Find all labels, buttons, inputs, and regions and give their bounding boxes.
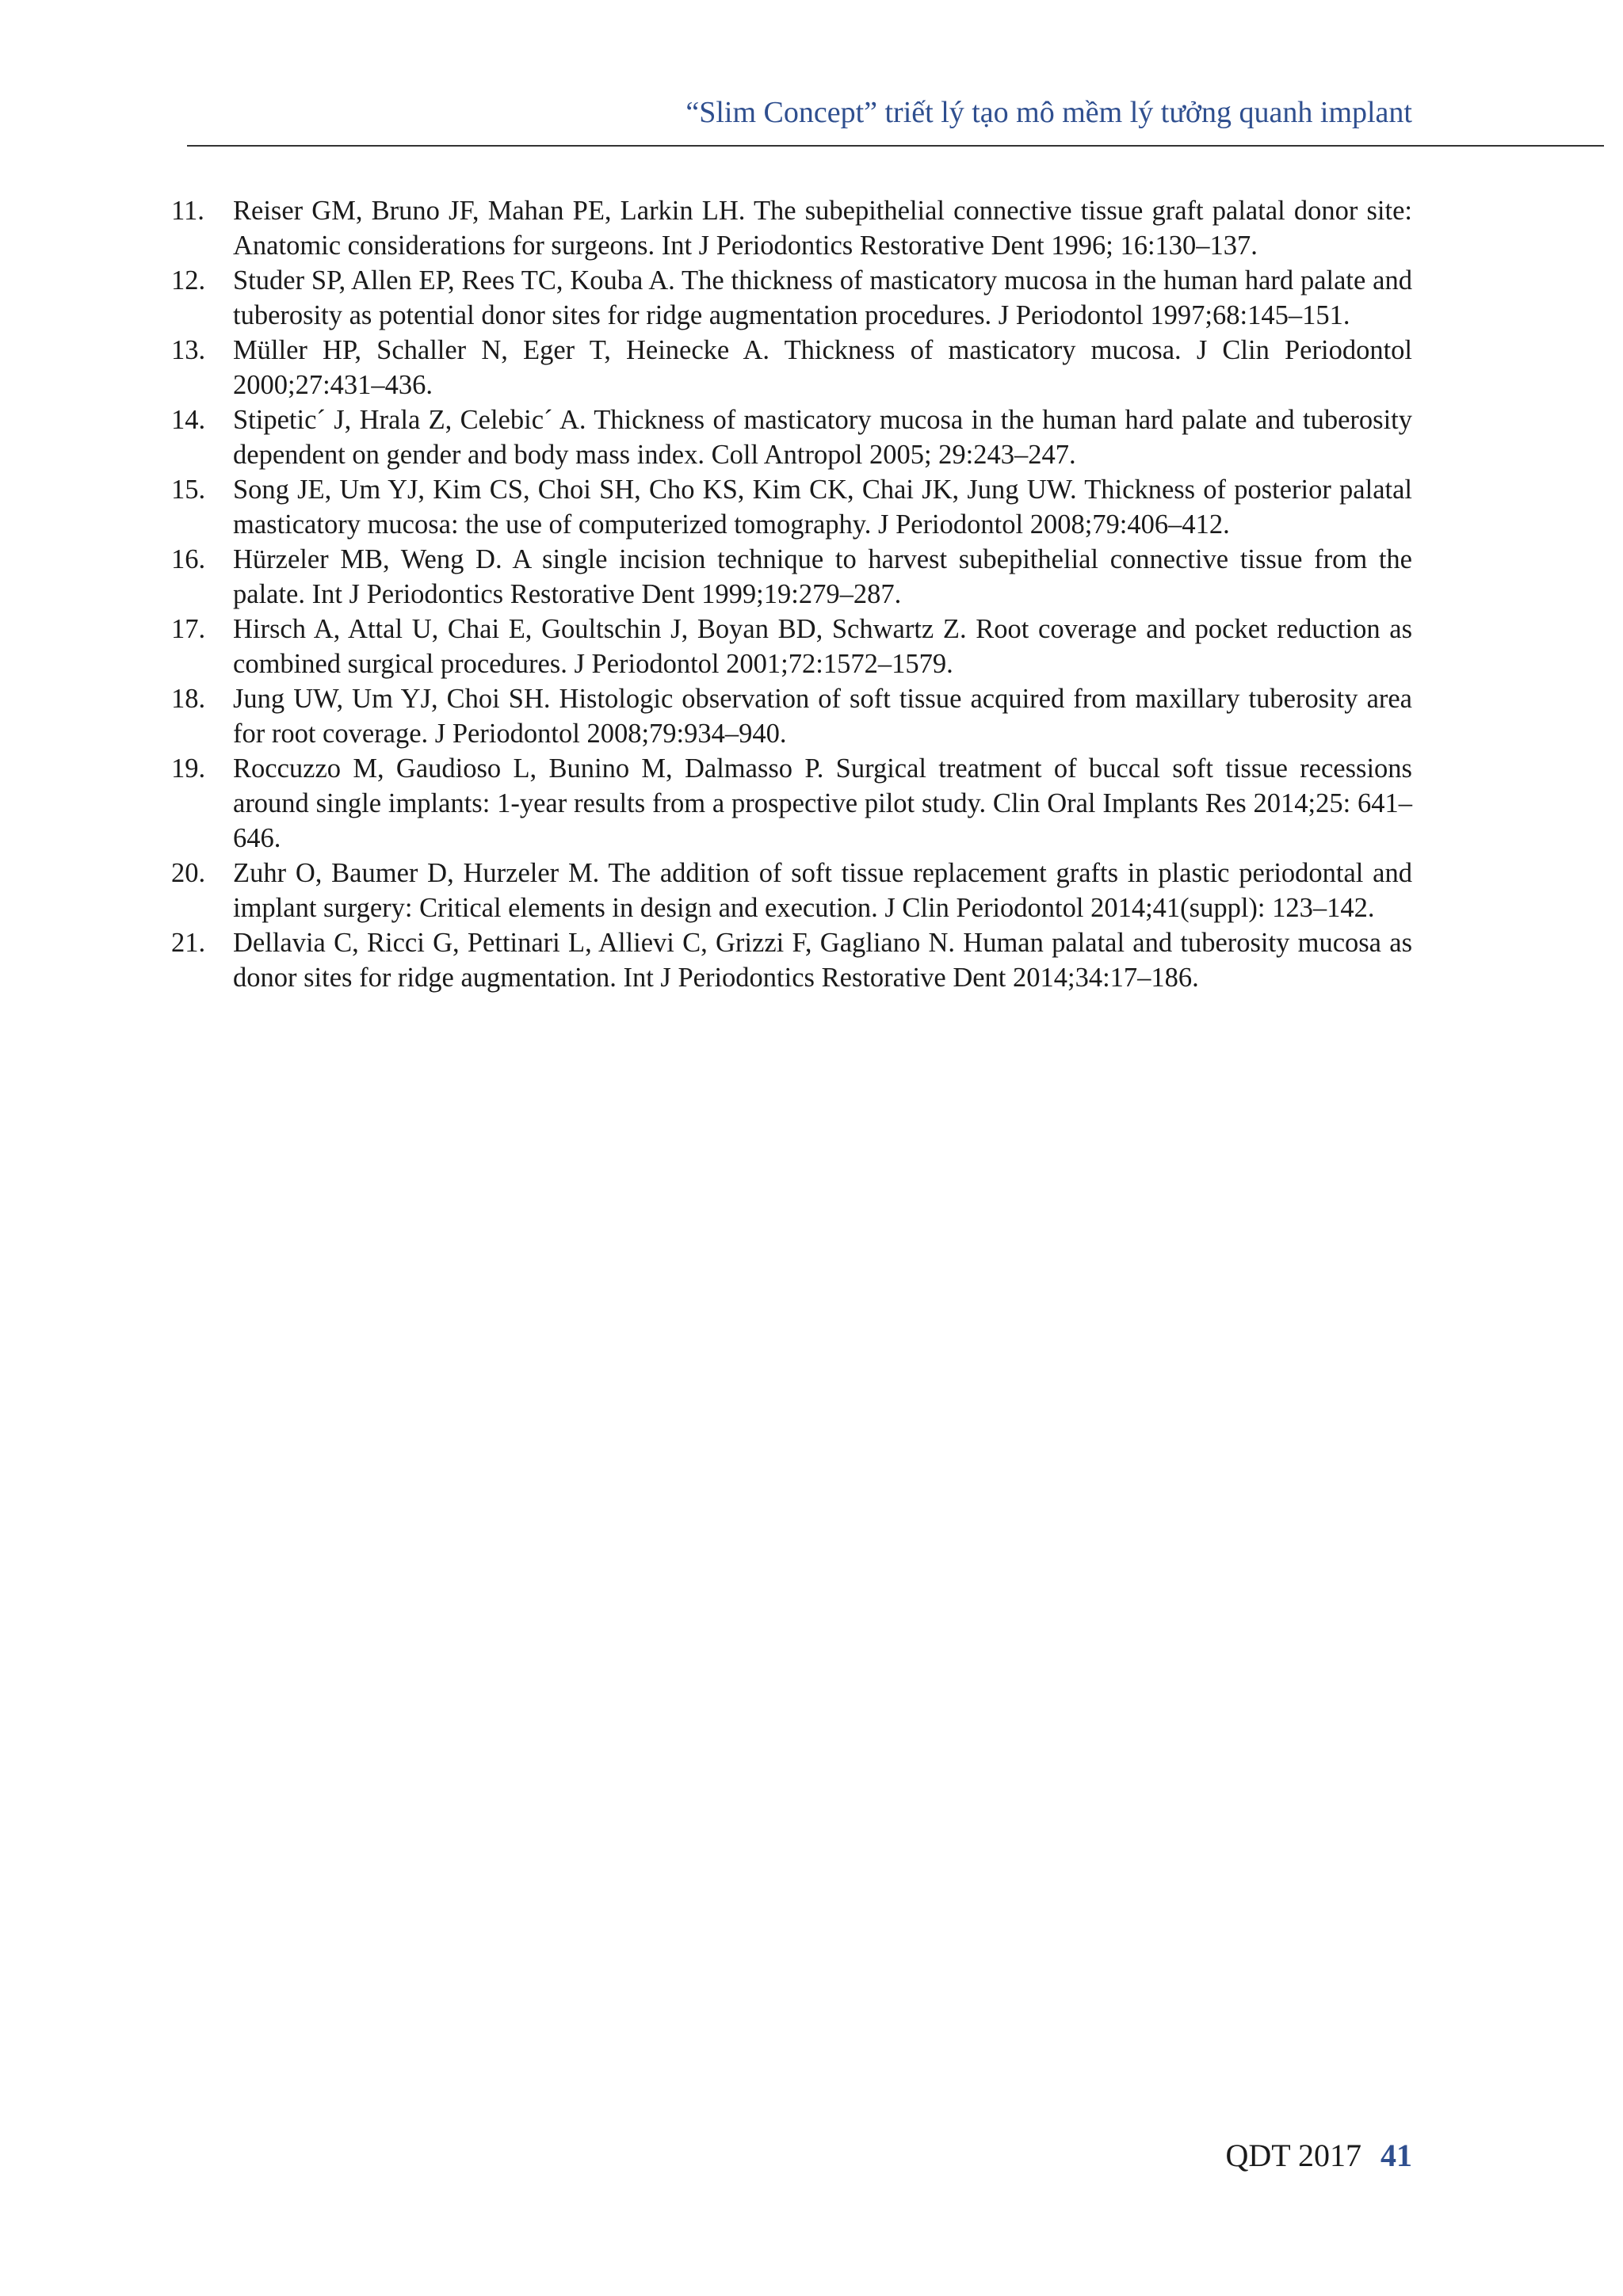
reference-text: Roccuzzo M, Gaudioso L, Bunino M, Dalmasso P. Surgical treatment of buccal soft tissue recessions around single implants: 1-year results from a prospective pilot study. Clin Oral Implants Res 2014;25: 641–646. [233,753,1412,853]
reference-item [171,751,1412,856]
reference-number: 11. [171,196,204,226]
page-footer [1226,2137,1412,2174]
reference-text: Müller HP, Schaller N, Eger T, Heinecke A. Thickness of masticatory mucosa. J Clin Periodontol 2000;27:431–436. [233,335,1412,400]
reference-number: 19. [171,753,206,784]
reference-item [171,612,1412,681]
reference-item [171,856,1412,925]
reference-number: 14. [171,405,206,435]
journal-label: QDT 2017 [1225,2138,1361,2173]
reference-text: Hirsch A, Attal U, Chai E, Goultschin J, Boyan BD, Schwartz Z. Root coverage and pocket reduction as combined surgical procedures. J Periodontol 2001;72:1572–1579. [233,614,1412,679]
reference-number: 21. [171,928,206,958]
reference-number: 17. [171,614,206,644]
reference-item [171,925,1412,995]
reference-number: 12. [171,265,206,296]
reference-item [171,193,1412,263]
reference-text: Reiser GM, Bruno JF, Mahan PE, Larkin LH. The subepithelial connective tissue graft palatal donor site: Anatomic considerations for surgeons. Int J Periodontics Restorative Dent 1996; 16:130–137. [233,196,1412,261]
running-header-title: “Slim Concept” triết lý tạo mô mềm lý tưởng quanh implant [685,96,1412,129]
header-rule [187,145,1604,147]
reference-text: Zuhr O, Baumer D, Hurzeler M. The addition of soft tissue replacement grafts in plastic periodontal and implant surgery: Critical elements in design and execution. J Clin Periodontol 2014;41(suppl): 123–142. [233,858,1412,923]
reference-number: 13. [171,335,206,365]
reference-item [171,333,1412,402]
reference-text: Stipetic´ J, Hrala Z, Celebic´ A. Thickness of masticatory mucosa in the human hard palate and tuberosity dependent on gender and body mass index. Coll Antropol 2005; 29:243–247. [233,405,1412,470]
reference-item [171,263,1412,333]
reference-number: 20. [171,858,206,888]
reference-item [171,681,1412,751]
reference-item [171,542,1412,612]
reference-number: 18. [171,684,206,714]
page-number: 41 [1381,2138,1412,2173]
reference-list [171,193,1412,995]
reference-text: Jung UW, Um YJ, Choi SH. Histologic observation of soft tissue acquired from maxillary tuberosity area for root coverage. J Periodontol 2008;79:934–940. [233,684,1412,749]
reference-text: Studer SP, Allen EP, Rees TC, Kouba A. The thickness of masticatory mucosa in the human hard palate and tuberosity as potential donor sites for ridge augmentation procedures. J Periodontol 1997;68:145–151. [233,265,1412,330]
reference-text: Song JE, Um YJ, Kim CS, Choi SH, Cho KS, Kim CK, Chai JK, Jung UW. Thickness of posterior palatal masticatory mucosa: the use of computerized tomography. J Periodontol 2008;79:406–412. [233,475,1412,540]
reference-item [171,402,1412,472]
reference-number: 16. [171,544,206,574]
reference-number: 15. [171,475,206,505]
reference-item [171,472,1412,542]
reference-text: Hürzeler MB, Weng D. A single incision technique to harvest subepithelial connective tissue from the palate. Int J Periodontics Restorative Dent 1999;19:279–287. [233,544,1412,609]
reference-text: Dellavia C, Ricci G, Pettinari L, Allievi C, Grizzi F, Gagliano N. Human palatal and tuberosity mucosa as donor sites for ridge augmentation. Int J Periodontics Restorative Dent 2014;34:17–186. [233,928,1412,993]
